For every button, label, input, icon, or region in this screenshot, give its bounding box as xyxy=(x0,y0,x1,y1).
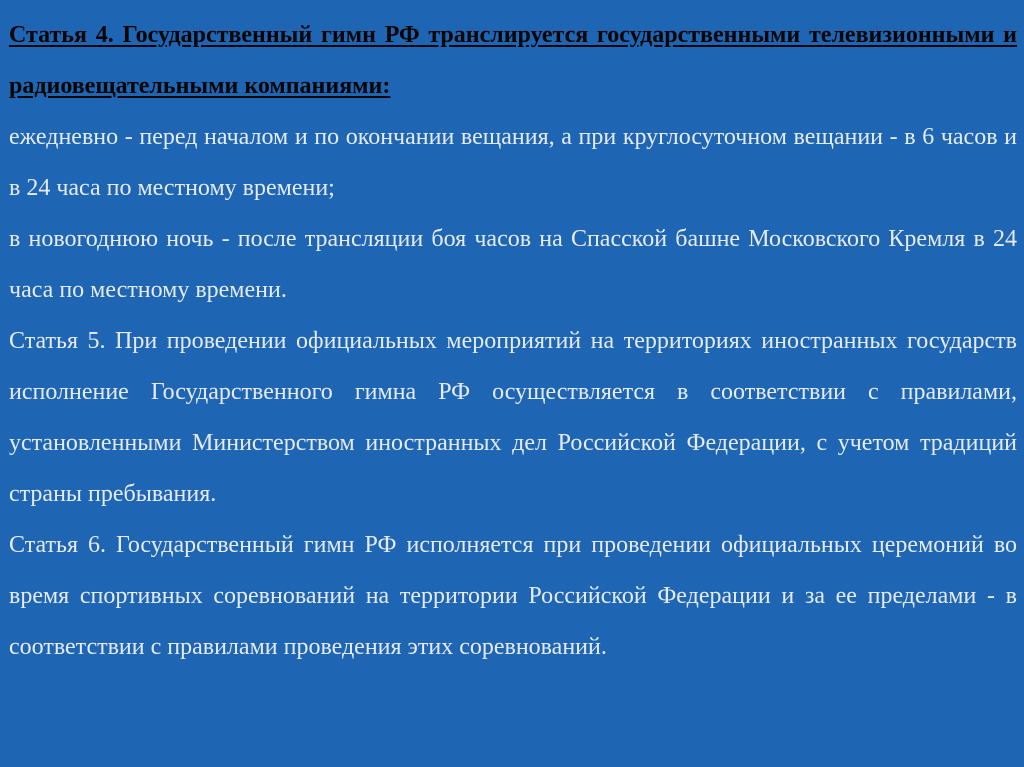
paragraph-new-year-night: в новогоднюю ночь - после трансляции боя часов на Спасской башне Московского Кремля в 24 часа по местному времени. xyxy=(9,226,1017,303)
article-6-paragraph: Статья 6. Государственный гимн РФ исполняется при проведении официальных церемоний во время спортивных соревнований на территории Российской Федерации и за ее пределами - в соответствии с правилами проведения этих соревнований. xyxy=(9,532,1017,660)
article-4-heading: Статья 4. Государственный гимн РФ транслируется государственными телевизионными и радиовещательными компаниями: xyxy=(9,22,1017,99)
article-5-paragraph: Статья 5. При проведении официальных мероприятий на территориях иностранных государств исполнение Государственного гимна РФ осуществляется в соответствии с правилами, установленными Министерством иностранных дел Российской Федерации, с учетом традиций страны пребывания. xyxy=(9,328,1017,507)
article-text xyxy=(9,10,1017,673)
paragraph-daily-broadcast: ежедневно - перед началом и по окончании вещания, а при круглосуточном вещании - в 6 часов и в 24 часа по местному времени; xyxy=(9,124,1017,201)
